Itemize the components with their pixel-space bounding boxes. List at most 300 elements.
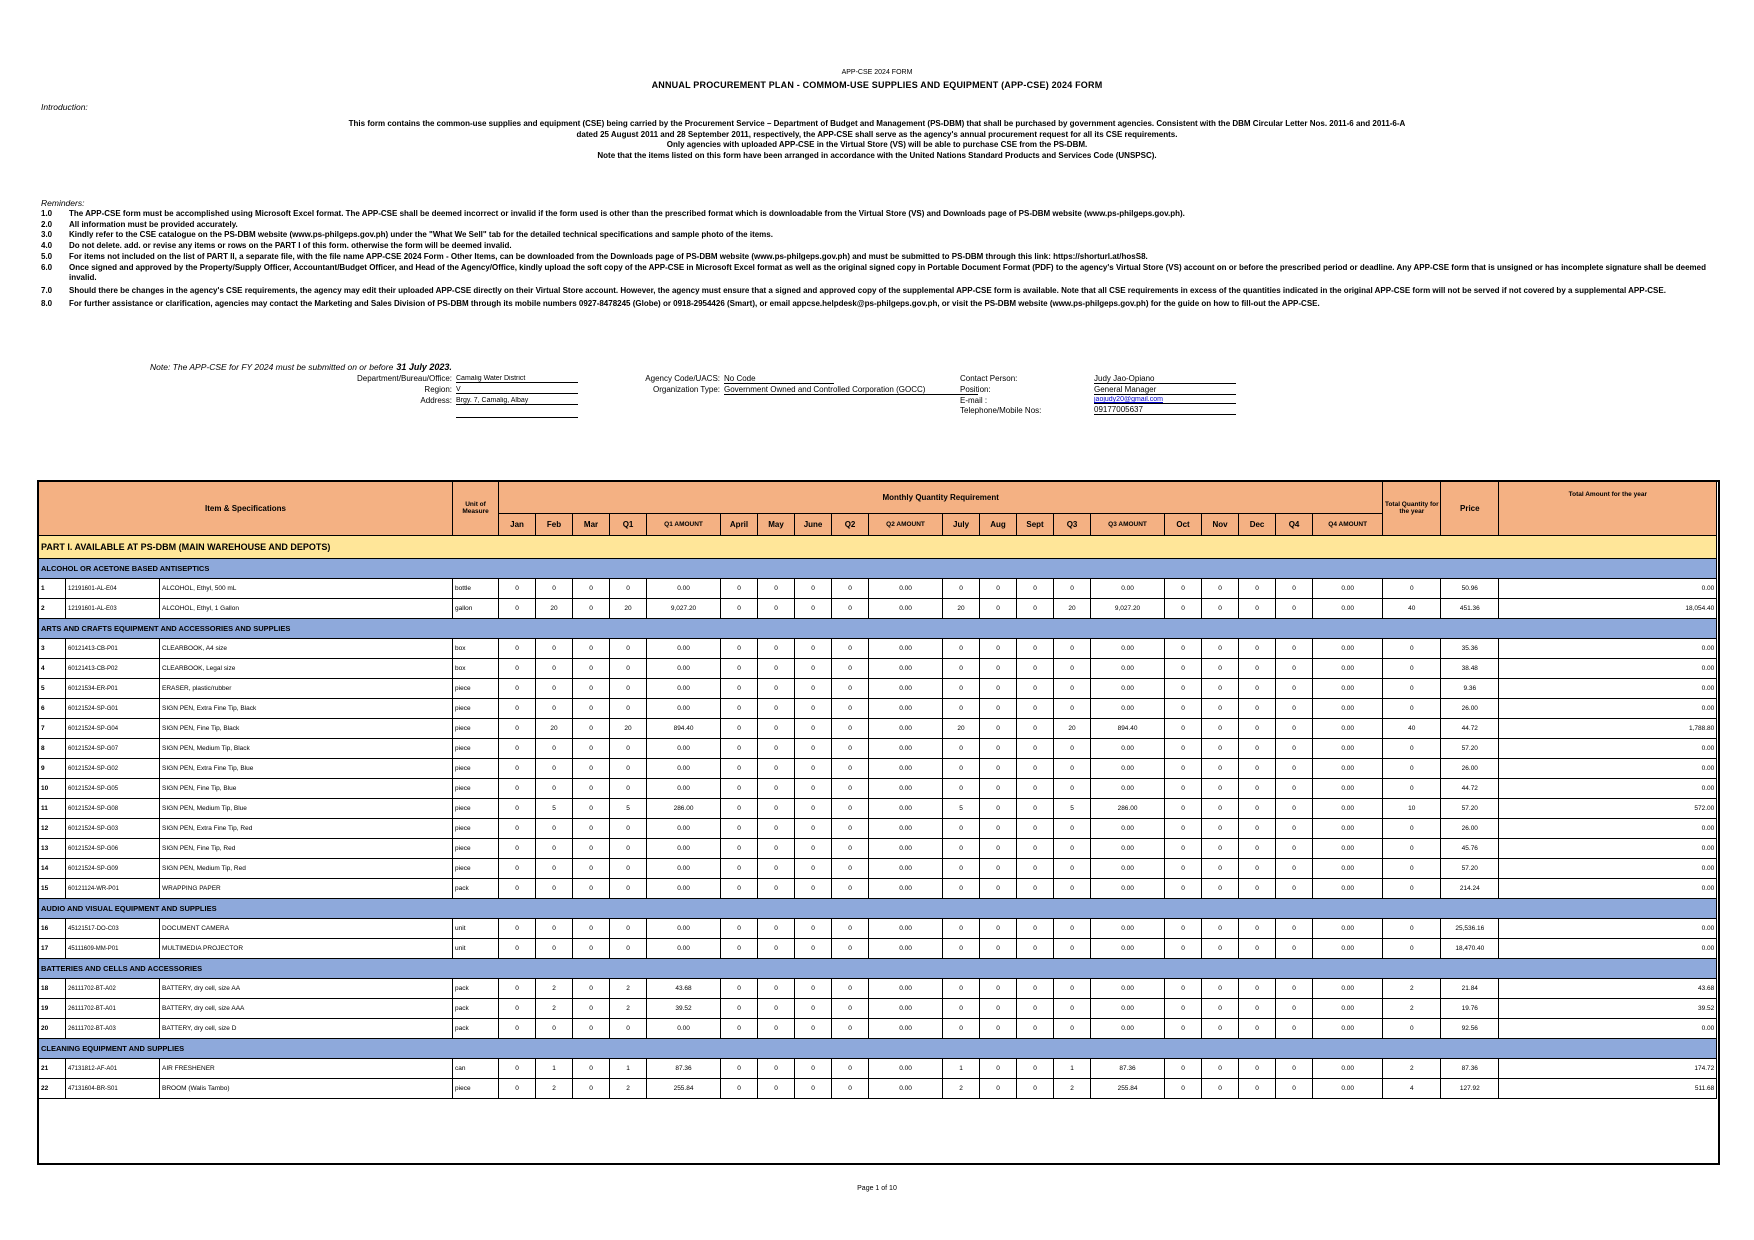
quantity-cell[interactable]: 2 (536, 979, 573, 999)
quantity-cell[interactable]: 0 (1239, 1019, 1276, 1039)
quantity-cell[interactable]: 0 (1202, 979, 1239, 999)
quantity-cell[interactable]: 0 (1165, 739, 1202, 759)
quantity-cell[interactable]: 0 (1276, 1079, 1313, 1099)
quantity-cell[interactable]: 2 (610, 979, 647, 999)
quantity-cell[interactable]: 0 (1276, 759, 1313, 779)
quantity-cell[interactable]: 0 (832, 599, 869, 619)
contact-person-field[interactable]: Judy Jao-Opiano (1094, 374, 1236, 384)
quantity-cell[interactable]: 5 (943, 799, 980, 819)
quantity-cell[interactable]: 0 (1017, 699, 1054, 719)
quantity-cell[interactable]: 0 (758, 839, 795, 859)
quantity-cell[interactable]: 0 (795, 739, 832, 759)
quantity-cell[interactable]: 0 (1017, 1079, 1054, 1099)
quantity-cell[interactable]: 0 (795, 919, 832, 939)
quantity-cell[interactable]: 20 (610, 599, 647, 619)
quantity-cell[interactable]: 0 (1202, 779, 1239, 799)
quantity-cell[interactable]: 20 (943, 719, 980, 739)
quantity-cell[interactable]: 0 (573, 719, 610, 739)
quantity-cell[interactable]: 0 (795, 979, 832, 999)
quantity-cell[interactable]: 0 (832, 919, 869, 939)
quantity-cell[interactable]: 0 (832, 779, 869, 799)
quantity-cell[interactable]: 0 (1239, 759, 1276, 779)
quantity-cell[interactable]: 0 (610, 819, 647, 839)
quantity-cell[interactable]: 0 (980, 799, 1017, 819)
quantity-cell[interactable]: 0 (1017, 799, 1054, 819)
quantity-cell[interactable]: 0 (499, 739, 536, 759)
quantity-cell[interactable]: 0 (1165, 699, 1202, 719)
quantity-cell[interactable]: 0 (721, 699, 758, 719)
quantity-cell[interactable]: 0 (1054, 979, 1091, 999)
quantity-cell[interactable]: 0 (573, 599, 610, 619)
quantity-cell[interactable]: 0 (536, 639, 573, 659)
quantity-cell[interactable]: 0 (573, 699, 610, 719)
quantity-cell[interactable]: 0 (758, 859, 795, 879)
quantity-cell[interactable]: 0 (1054, 639, 1091, 659)
quantity-cell[interactable]: 0 (1202, 919, 1239, 939)
quantity-cell[interactable]: 0 (721, 839, 758, 859)
quantity-cell[interactable]: 0 (1054, 759, 1091, 779)
quantity-cell[interactable]: 20 (1054, 719, 1091, 739)
quantity-cell[interactable]: 0 (1239, 579, 1276, 599)
quantity-cell[interactable]: 0 (832, 1059, 869, 1079)
quantity-cell[interactable]: 0 (573, 939, 610, 959)
quantity-cell[interactable]: 0 (832, 979, 869, 999)
quantity-cell[interactable]: 0 (573, 1019, 610, 1039)
quantity-cell[interactable]: 0 (536, 919, 573, 939)
quantity-cell[interactable]: 0 (1054, 1019, 1091, 1039)
quantity-cell[interactable]: 0 (980, 819, 1017, 839)
quantity-cell[interactable]: 0 (795, 939, 832, 959)
quantity-cell[interactable]: 0 (1165, 679, 1202, 699)
quantity-cell[interactable]: 5 (610, 799, 647, 819)
quantity-cell[interactable]: 0 (499, 639, 536, 659)
quantity-cell[interactable]: 0 (1239, 979, 1276, 999)
quantity-cell[interactable]: 0 (1276, 799, 1313, 819)
quantity-cell[interactable]: 0 (795, 639, 832, 659)
quantity-cell[interactable]: 0 (536, 699, 573, 719)
quantity-cell[interactable]: 0 (980, 879, 1017, 899)
quantity-cell[interactable]: 0 (499, 819, 536, 839)
quantity-cell[interactable]: 0 (1054, 879, 1091, 899)
quantity-cell[interactable]: 0 (758, 639, 795, 659)
quantity-cell[interactable]: 0 (980, 639, 1017, 659)
quantity-cell[interactable]: 0 (1239, 939, 1276, 959)
quantity-cell[interactable]: 0 (795, 799, 832, 819)
quantity-cell[interactable]: 0 (573, 779, 610, 799)
quantity-cell[interactable]: 0 (795, 579, 832, 599)
quantity-cell[interactable]: 0 (1239, 1079, 1276, 1099)
quantity-cell[interactable]: 0 (1054, 779, 1091, 799)
quantity-cell[interactable]: 0 (943, 579, 980, 599)
quantity-cell[interactable]: 0 (1017, 859, 1054, 879)
quantity-cell[interactable]: 0 (610, 939, 647, 959)
quantity-cell[interactable]: 0 (1239, 819, 1276, 839)
quantity-cell[interactable]: 0 (499, 939, 536, 959)
quantity-cell[interactable]: 0 (832, 799, 869, 819)
quantity-cell[interactable]: 0 (573, 739, 610, 759)
quantity-cell[interactable]: 0 (1202, 1079, 1239, 1099)
quantity-cell[interactable]: 0 (1165, 819, 1202, 839)
quantity-cell[interactable]: 0 (1054, 579, 1091, 599)
quantity-cell[interactable]: 0 (721, 739, 758, 759)
quantity-cell[interactable]: 0 (1202, 799, 1239, 819)
quantity-cell[interactable]: 0 (1054, 699, 1091, 719)
quantity-cell[interactable]: 0 (758, 939, 795, 959)
quantity-cell[interactable]: 0 (980, 939, 1017, 959)
quantity-cell[interactable]: 0 (1202, 1019, 1239, 1039)
quantity-cell[interactable]: 0 (721, 1059, 758, 1079)
quantity-cell[interactable]: 0 (1276, 859, 1313, 879)
quantity-cell[interactable]: 0 (943, 819, 980, 839)
quantity-cell[interactable]: 1 (1054, 1059, 1091, 1079)
quantity-cell[interactable]: 0 (536, 1019, 573, 1039)
quantity-cell[interactable]: 0 (758, 739, 795, 759)
quantity-cell[interactable]: 0 (1202, 859, 1239, 879)
quantity-cell[interactable]: 0 (758, 679, 795, 699)
quantity-cell[interactable]: 0 (1239, 779, 1276, 799)
quantity-cell[interactable]: 0 (832, 719, 869, 739)
quantity-cell[interactable]: 0 (1165, 1059, 1202, 1079)
quantity-cell[interactable]: 0 (795, 999, 832, 1019)
quantity-cell[interactable]: 0 (1017, 999, 1054, 1019)
quantity-cell[interactable]: 0 (943, 739, 980, 759)
quantity-cell[interactable]: 0 (795, 1059, 832, 1079)
quantity-cell[interactable]: 0 (980, 679, 1017, 699)
quantity-cell[interactable]: 0 (980, 859, 1017, 879)
quantity-cell[interactable]: 0 (1054, 859, 1091, 879)
quantity-cell[interactable]: 20 (610, 719, 647, 739)
quantity-cell[interactable]: 0 (499, 879, 536, 899)
quantity-cell[interactable]: 0 (832, 699, 869, 719)
quantity-cell[interactable]: 0 (758, 999, 795, 1019)
quantity-cell[interactable]: 0 (795, 679, 832, 699)
quantity-cell[interactable]: 0 (499, 719, 536, 739)
quantity-cell[interactable]: 0 (499, 799, 536, 819)
quantity-cell[interactable]: 0 (721, 759, 758, 779)
quantity-cell[interactable]: 0 (1017, 719, 1054, 739)
quantity-cell[interactable]: 0 (1054, 819, 1091, 839)
quantity-cell[interactable]: 0 (721, 579, 758, 599)
quantity-cell[interactable]: 0 (943, 1019, 980, 1039)
quantity-cell[interactable]: 0 (980, 779, 1017, 799)
quantity-cell[interactable]: 0 (1202, 819, 1239, 839)
quantity-cell[interactable]: 0 (573, 979, 610, 999)
region-field[interactable]: V (456, 386, 578, 394)
quantity-cell[interactable]: 0 (610, 659, 647, 679)
quantity-cell[interactable]: 0 (1202, 939, 1239, 959)
quantity-cell[interactable]: 0 (610, 639, 647, 659)
quantity-cell[interactable]: 0 (499, 999, 536, 1019)
quantity-cell[interactable]: 0 (536, 739, 573, 759)
quantity-cell[interactable]: 0 (943, 659, 980, 679)
quantity-cell[interactable]: 0 (980, 979, 1017, 999)
quantity-cell[interactable]: 0 (980, 999, 1017, 1019)
quantity-cell[interactable]: 0 (1017, 759, 1054, 779)
quantity-cell[interactable]: 0 (573, 639, 610, 659)
quantity-cell[interactable]: 0 (980, 759, 1017, 779)
quantity-cell[interactable]: 0 (1276, 1059, 1313, 1079)
quantity-cell[interactable]: 0 (721, 919, 758, 939)
quantity-cell[interactable]: 0 (758, 579, 795, 599)
quantity-cell[interactable]: 0 (573, 999, 610, 1019)
quantity-cell[interactable]: 0 (499, 679, 536, 699)
quantity-cell[interactable]: 0 (1276, 919, 1313, 939)
email-field[interactable]: jaojudy20@gmail.com (1094, 396, 1236, 404)
quantity-cell[interactable]: 0 (758, 659, 795, 679)
quantity-cell[interactable]: 0 (795, 779, 832, 799)
quantity-cell[interactable]: 0 (536, 839, 573, 859)
quantity-cell[interactable]: 0 (573, 679, 610, 699)
quantity-cell[interactable]: 0 (1202, 699, 1239, 719)
quantity-cell[interactable]: 2 (943, 1079, 980, 1099)
quantity-cell[interactable]: 0 (980, 579, 1017, 599)
quantity-cell[interactable]: 0 (1054, 739, 1091, 759)
quantity-cell[interactable]: 0 (1165, 979, 1202, 999)
quantity-cell[interactable]: 0 (758, 779, 795, 799)
quantity-cell[interactable]: 0 (1202, 719, 1239, 739)
quantity-cell[interactable]: 0 (943, 939, 980, 959)
quantity-cell[interactable]: 0 (1017, 739, 1054, 759)
quantity-cell[interactable]: 0 (980, 1079, 1017, 1099)
quantity-cell[interactable]: 0 (499, 1019, 536, 1039)
quantity-cell[interactable]: 0 (1239, 919, 1276, 939)
quantity-cell[interactable]: 0 (1017, 779, 1054, 799)
quantity-cell[interactable]: 0 (1017, 659, 1054, 679)
quantity-cell[interactable]: 0 (1017, 939, 1054, 959)
quantity-cell[interactable]: 0 (1165, 1019, 1202, 1039)
quantity-cell[interactable]: 0 (536, 879, 573, 899)
quantity-cell[interactable]: 5 (1054, 799, 1091, 819)
quantity-cell[interactable]: 0 (1202, 739, 1239, 759)
agency-code-field[interactable]: No Code (724, 374, 834, 384)
quantity-cell[interactable]: 0 (499, 1059, 536, 1079)
quantity-cell[interactable]: 2 (610, 999, 647, 1019)
quantity-cell[interactable]: 0 (1276, 719, 1313, 739)
quantity-cell[interactable]: 0 (832, 999, 869, 1019)
quantity-cell[interactable]: 0 (795, 699, 832, 719)
quantity-cell[interactable]: 0 (1054, 919, 1091, 939)
quantity-cell[interactable]: 0 (1165, 579, 1202, 599)
quantity-cell[interactable]: 0 (610, 699, 647, 719)
quantity-cell[interactable]: 0 (610, 779, 647, 799)
quantity-cell[interactable]: 0 (943, 759, 980, 779)
quantity-cell[interactable]: 0 (721, 859, 758, 879)
quantity-cell[interactable]: 0 (758, 1019, 795, 1039)
quantity-cell[interactable]: 20 (943, 599, 980, 619)
quantity-cell[interactable]: 0 (832, 1019, 869, 1039)
quantity-cell[interactable]: 0 (832, 759, 869, 779)
quantity-cell[interactable]: 1 (943, 1059, 980, 1079)
quantity-cell[interactable]: 0 (1017, 1019, 1054, 1039)
quantity-cell[interactable]: 0 (1239, 679, 1276, 699)
quantity-cell[interactable]: 0 (1202, 599, 1239, 619)
quantity-cell[interactable]: 0 (721, 599, 758, 619)
quantity-cell[interactable]: 0 (1165, 919, 1202, 939)
quantity-cell[interactable]: 0 (536, 579, 573, 599)
quantity-cell[interactable]: 0 (758, 1079, 795, 1099)
quantity-cell[interactable]: 0 (832, 579, 869, 599)
quantity-cell[interactable]: 0 (1017, 919, 1054, 939)
quantity-cell[interactable]: 0 (610, 739, 647, 759)
quantity-cell[interactable]: 0 (536, 659, 573, 679)
quantity-cell[interactable]: 0 (832, 839, 869, 859)
quantity-cell[interactable]: 0 (832, 659, 869, 679)
quantity-cell[interactable]: 0 (758, 879, 795, 899)
quantity-cell[interactable]: 0 (721, 779, 758, 799)
quantity-cell[interactable]: 0 (721, 1019, 758, 1039)
quantity-cell[interactable]: 0 (499, 839, 536, 859)
department-field[interactable]: Camalig Water District (456, 375, 578, 383)
quantity-cell[interactable]: 0 (499, 659, 536, 679)
quantity-cell[interactable]: 0 (721, 719, 758, 739)
quantity-cell[interactable]: 0 (832, 879, 869, 899)
org-type-field[interactable]: Government Owned and Controlled Corporation (GOCC) (724, 385, 978, 395)
quantity-cell[interactable]: 2 (536, 999, 573, 1019)
quantity-cell[interactable]: 0 (1276, 659, 1313, 679)
quantity-cell[interactable]: 0 (1276, 699, 1313, 719)
quantity-cell[interactable]: 0 (758, 759, 795, 779)
quantity-cell[interactable]: 0 (573, 1079, 610, 1099)
quantity-cell[interactable]: 0 (1276, 579, 1313, 599)
quantity-cell[interactable]: 0 (1202, 639, 1239, 659)
quantity-cell[interactable]: 0 (721, 799, 758, 819)
quantity-cell[interactable]: 0 (1017, 679, 1054, 699)
quantity-cell[interactable]: 0 (1202, 659, 1239, 679)
quantity-cell[interactable]: 0 (573, 839, 610, 859)
quantity-cell[interactable]: 0 (499, 599, 536, 619)
quantity-cell[interactable]: 0 (1276, 879, 1313, 899)
quantity-cell[interactable]: 0 (573, 759, 610, 779)
quantity-cell[interactable]: 0 (610, 839, 647, 859)
quantity-cell[interactable]: 0 (1239, 719, 1276, 739)
quantity-cell[interactable]: 0 (573, 919, 610, 939)
quantity-cell[interactable]: 0 (536, 779, 573, 799)
quantity-cell[interactable]: 0 (721, 939, 758, 959)
quantity-cell[interactable]: 0 (721, 879, 758, 899)
quantity-cell[interactable]: 0 (573, 579, 610, 599)
quantity-cell[interactable]: 0 (1239, 999, 1276, 1019)
quantity-cell[interactable]: 5 (536, 799, 573, 819)
quantity-cell[interactable]: 0 (1017, 879, 1054, 899)
quantity-cell[interactable]: 0 (610, 679, 647, 699)
quantity-cell[interactable]: 0 (980, 699, 1017, 719)
quantity-cell[interactable]: 0 (573, 799, 610, 819)
quantity-cell[interactable]: 0 (721, 639, 758, 659)
quantity-cell[interactable]: 0 (499, 979, 536, 999)
quantity-cell[interactable]: 0 (980, 919, 1017, 939)
quantity-cell[interactable]: 0 (721, 679, 758, 699)
quantity-cell[interactable]: 0 (536, 759, 573, 779)
quantity-cell[interactable]: 0 (1276, 939, 1313, 959)
quantity-cell[interactable]: 0 (758, 919, 795, 939)
quantity-cell[interactable]: 0 (980, 1059, 1017, 1079)
quantity-cell[interactable]: 0 (1276, 839, 1313, 859)
quantity-cell[interactable]: 0 (573, 879, 610, 899)
quantity-cell[interactable]: 0 (1165, 839, 1202, 859)
quantity-cell[interactable]: 0 (943, 979, 980, 999)
quantity-cell[interactable]: 0 (499, 1079, 536, 1099)
quantity-cell[interactable]: 0 (758, 599, 795, 619)
quantity-cell[interactable]: 0 (1202, 879, 1239, 899)
quantity-cell[interactable]: 0 (1276, 739, 1313, 759)
quantity-cell[interactable]: 0 (980, 739, 1017, 759)
quantity-cell[interactable]: 0 (758, 979, 795, 999)
quantity-cell[interactable]: 0 (758, 719, 795, 739)
quantity-cell[interactable]: 0 (721, 1079, 758, 1099)
quantity-cell[interactable]: 0 (1239, 839, 1276, 859)
quantity-cell[interactable]: 2 (536, 1079, 573, 1099)
quantity-cell[interactable]: 0 (943, 999, 980, 1019)
quantity-cell[interactable]: 0 (758, 819, 795, 839)
quantity-cell[interactable]: 0 (610, 879, 647, 899)
quantity-cell[interactable]: 0 (832, 739, 869, 759)
quantity-cell[interactable]: 0 (1239, 739, 1276, 759)
quantity-cell[interactable]: 0 (1276, 639, 1313, 659)
quantity-cell[interactable]: 0 (721, 659, 758, 679)
quantity-cell[interactable]: 0 (536, 819, 573, 839)
quantity-cell[interactable]: 0 (1165, 1079, 1202, 1099)
quantity-cell[interactable]: 0 (1165, 939, 1202, 959)
quantity-cell[interactable]: 0 (610, 919, 647, 939)
quantity-cell[interactable]: 0 (1165, 999, 1202, 1019)
quantity-cell[interactable]: 0 (758, 699, 795, 719)
quantity-cell[interactable]: 0 (499, 759, 536, 779)
quantity-cell[interactable]: 0 (1202, 839, 1239, 859)
quantity-cell[interactable]: 0 (1054, 839, 1091, 859)
quantity-cell[interactable]: 0 (795, 659, 832, 679)
quantity-cell[interactable]: 0 (1054, 659, 1091, 679)
quantity-cell[interactable]: 0 (1017, 599, 1054, 619)
quantity-cell[interactable]: 0 (499, 919, 536, 939)
quantity-cell[interactable]: 0 (832, 639, 869, 659)
quantity-cell[interactable]: 0 (980, 659, 1017, 679)
quantity-cell[interactable]: 0 (943, 699, 980, 719)
quantity-cell[interactable]: 0 (795, 1079, 832, 1099)
quantity-cell[interactable]: 0 (943, 859, 980, 879)
quantity-cell[interactable]: 0 (610, 1019, 647, 1039)
quantity-cell[interactable]: 0 (1017, 819, 1054, 839)
quantity-cell[interactable]: 0 (1239, 1059, 1276, 1079)
quantity-cell[interactable]: 0 (1165, 859, 1202, 879)
quantity-cell[interactable]: 2 (1054, 1079, 1091, 1099)
quantity-cell[interactable]: 0 (721, 999, 758, 1019)
quantity-cell[interactable]: 0 (1165, 779, 1202, 799)
quantity-cell[interactable]: 0 (1239, 799, 1276, 819)
quantity-cell[interactable]: 0 (832, 859, 869, 879)
phone-field[interactable]: 09177005637 (1094, 405, 1236, 415)
quantity-cell[interactable]: 0 (980, 1019, 1017, 1039)
quantity-cell[interactable]: 0 (832, 819, 869, 839)
quantity-cell[interactable]: 0 (1276, 999, 1313, 1019)
quantity-cell[interactable]: 0 (1276, 1019, 1313, 1039)
quantity-cell[interactable]: 0 (943, 919, 980, 939)
quantity-cell[interactable]: 0 (980, 839, 1017, 859)
quantity-cell[interactable]: 0 (1017, 1059, 1054, 1079)
quantity-cell[interactable]: 0 (795, 839, 832, 859)
quantity-cell[interactable]: 0 (943, 879, 980, 899)
quantity-cell[interactable]: 0 (573, 659, 610, 679)
quantity-cell[interactable]: 0 (1165, 599, 1202, 619)
quantity-cell[interactable]: 2 (610, 1079, 647, 1099)
address-field-line2[interactable] (456, 417, 578, 418)
quantity-cell[interactable]: 0 (610, 859, 647, 879)
quantity-cell[interactable]: 0 (573, 859, 610, 879)
quantity-cell[interactable]: 0 (1202, 759, 1239, 779)
quantity-cell[interactable]: 0 (536, 859, 573, 879)
quantity-cell[interactable]: 0 (536, 679, 573, 699)
quantity-cell[interactable]: 0 (943, 779, 980, 799)
quantity-cell[interactable]: 0 (1276, 819, 1313, 839)
